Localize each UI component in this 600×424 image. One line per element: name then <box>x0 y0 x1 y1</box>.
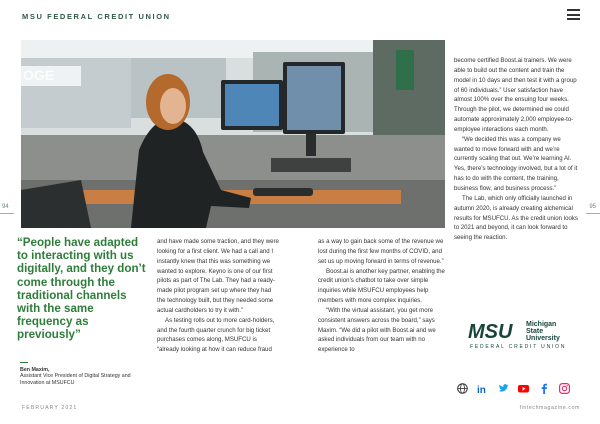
logo-sub: FEDERAL CREDIT UNION <box>470 344 567 350</box>
msufcu-logo <box>468 318 586 350</box>
youtube-icon[interactable] <box>518 381 529 392</box>
photo-scene <box>21 40 445 228</box>
social-links <box>457 378 575 396</box>
twitter-icon[interactable] <box>498 381 509 392</box>
quote-dash <box>20 362 28 363</box>
paragraph: “We decided this was a company we wanted to move forward with and we’re currently scaling that out. We’re learning AI. Yes, there’s technology involved, but a lot of it has to do with the content, the training, business flow, and business process.” <box>454 135 578 192</box>
facebook-icon[interactable] <box>539 381 550 392</box>
svg-text:in: in <box>477 385 487 395</box>
margin-rule-left <box>0 213 14 214</box>
paragraph: Boost.ai is another key partner, enabling the credit union’s chatbot to take over simple inquiries while MSUFCU employees help members with more complex inquiries. <box>318 267 445 305</box>
paragraph: “With the virtual assistant, you get more consistent answers across the board,” says Maxim. “We did a pilot with Boost.ai and we asked individuals from our team with no experience to <box>318 306 436 354</box>
logo-mark: MSU <box>468 321 513 343</box>
logo-line-3: University <box>526 335 560 342</box>
margin-rule-right <box>586 213 600 214</box>
page-number-right: 95 <box>589 204 596 210</box>
quote-author: Ben Maxim, <box>20 367 50 373</box>
globe-icon[interactable] <box>457 381 468 392</box>
article-column-3 <box>454 56 580 243</box>
paragraph: become certified Boost.ai trainers. We were able to build out the content and train the model in 10 days and then test it with a group of 60 individuals.” User satisfaction have almost 100% over the ensuing four weeks. Through the pilot, we determined we could automate approximately 2,000 employee-to-employee interactions each month. <box>454 57 577 133</box>
svg-text:OGE: OGE <box>23 67 55 83</box>
linkedin-icon[interactable] <box>477 381 488 395</box>
pull-quote: “People have adapted to interacting with us digitally, and they don’t come through the traditional channels with the same frequency as previously” <box>17 236 146 342</box>
brand-title: MSU FEDERAL CREDIT UNION <box>22 12 171 21</box>
paragraph: The Lab, which only officially launched in autumn 2020, is already creating alchemical results for MSUFCU. As the credit union looks to 2021 and beyond, it can look forward to seeing the reaction. <box>454 194 578 242</box>
footer-site[interactable]: fintechmagazine.com <box>519 405 580 411</box>
hamburger-menu-icon[interactable] <box>567 9 580 20</box>
logo-line-2: State <box>526 328 544 335</box>
footer-date: FEBRUARY 2021 <box>22 405 78 411</box>
article-column-1 <box>157 237 280 355</box>
paragraph: as a way to gain back some of the revenue we lost during the first few months of COVID, and set us up moving forward in terms of revenue.” <box>318 238 444 265</box>
article-column-2 <box>318 237 445 355</box>
logo-line-1: Michigan <box>526 321 557 328</box>
paragraph: and have made some traction, and they were looking for a first client. We had a call and I instantly knew that this was something we wanted to explore. Keyno is one of our first pilots as part of The Lab. They had a ready-made pilot program set up where they had the technology built, but they needed some actual cardholders to try it with.” <box>157 238 279 314</box>
hero-photo <box>21 40 445 228</box>
paragraph: As testing rolls out to more card-holders, and the fourth quarter crunch for big ticket purchases comes along, MSUFCU is “already looking at how it can reduce fraud <box>157 316 275 354</box>
instagram-icon[interactable] <box>559 381 570 392</box>
quote-author-title: Assistant Vice President of Digital Strategy and Innovation at MSUFCU <box>20 373 131 386</box>
page-number-left: 94 <box>2 204 9 210</box>
